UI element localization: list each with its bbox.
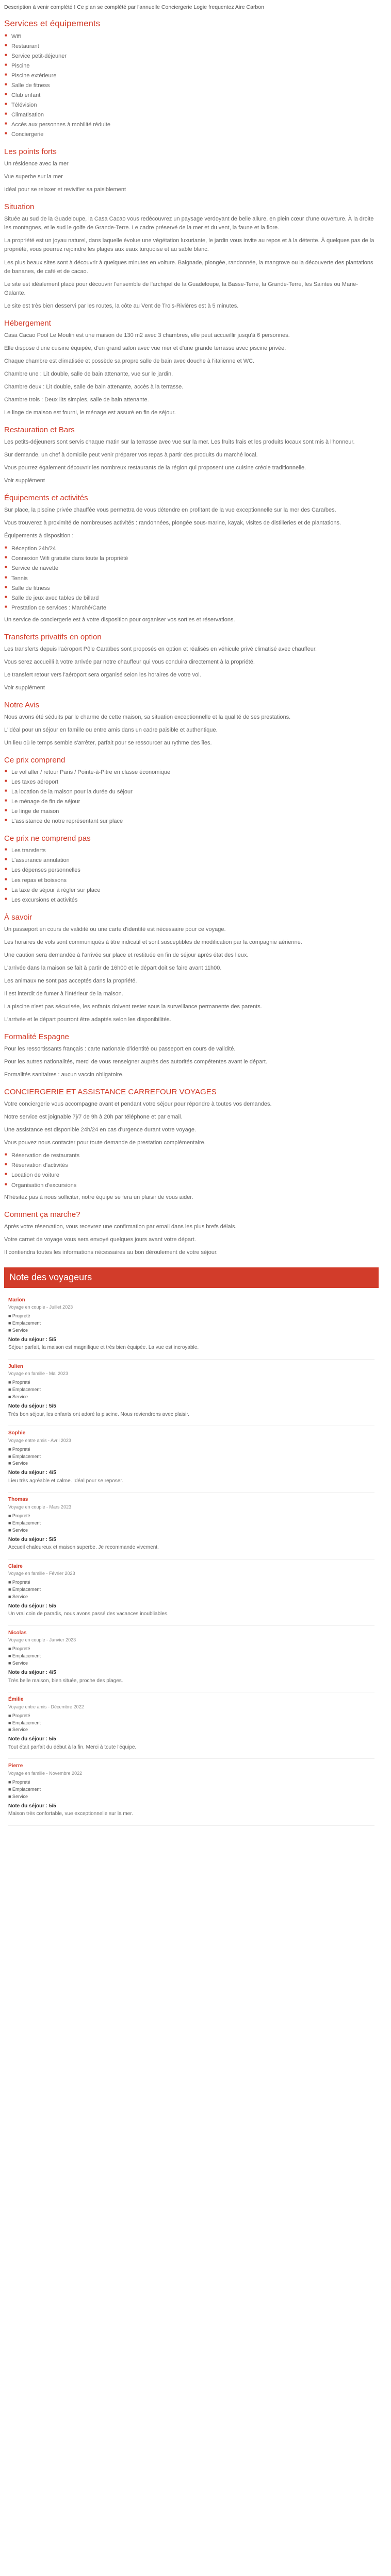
review-criteria <box>8 1713 374 1734</box>
comment-title: Comment ça marche? <box>4 1210 80 1219</box>
situation-paragraph: Les plus beaux sites sont à découvrir à quelques minutes en voiture. Baignade, plongée, randonnée, la mangrove ou la découverte des plantations de bananes, de café et de cacao. <box>4 259 373 275</box>
comment-paragraph: Votre carnet de voyage vous sera envoyé quelques jours avant votre départ. <box>4 1236 196 1243</box>
transferts-paragraph: Vous serez accueilli à votre arrivée par notre chauffeur qui vous conduira directement à la propriété. <box>4 658 255 665</box>
equipements-paragraph: Équipements à disposition : <box>4 533 74 539</box>
non-compris-list <box>4 846 379 904</box>
review-meta: Voyage entre amis - Décembre 2022 <box>8 1704 84 1709</box>
review-card <box>8 1560 374 1626</box>
review-criterion: ■ Emplacement <box>8 1653 41 1659</box>
restauration-paragraph: Les petits-déjeuners sont servis chaque matin sur la terrasse avec vue sur la mer. Les fruits frais et les produits locaux sont mis à l'honneur. <box>4 439 355 446</box>
review-card <box>8 1759 374 1825</box>
restauration-paragraph: Sur demande, un chef à domicile peut venir préparer vos repas à partir des produits du marché local. <box>4 452 258 459</box>
non-compris-item: ■ L'assurance annulation <box>11 856 379 865</box>
conciergerie-list <box>4 1151 379 1190</box>
review-criterion: ■ Emplacement <box>8 1587 41 1592</box>
conciergerie-item: ■ Réservation d'activités <box>11 1161 379 1170</box>
point-fort-line: Vue superbe sur la mer <box>4 174 63 180</box>
review-author: Marion <box>8 1297 25 1303</box>
equipement-item: ■ Tennis <box>11 574 379 583</box>
compris-item: ■ Le linge de maison <box>11 807 379 816</box>
review-criterion: ■ Emplacement <box>8 1520 41 1526</box>
review-meta: Voyage en couple - Janvier 2023 <box>8 1637 76 1643</box>
equipements-paragraph: Vous trouverez à proximité de nombreuses activités : randonnées, plongée sous-marine, kayak, visites de distilleries et de plantations. <box>4 520 341 527</box>
situation-paragraph: Le site est très bien desservi par les routes, la côte au Vent de Trois-Rivières est à 5 minutes. <box>4 302 239 309</box>
transferts-paragraph: Le transfert retour vers l'aéroport sera organisé selon les horaires de votre vol. <box>4 671 201 678</box>
review-criterion: ■ Propreté <box>8 1313 30 1319</box>
review-author: Julien <box>8 1363 23 1369</box>
savoir-paragraph: Un passeport en cours de validité ou une carte d'identité est nécessaire pour ce voyage. <box>4 926 226 933</box>
point-fort-line: Idéal pour se relaxer et revivifier sa paisiblement <box>4 187 126 193</box>
review-criterion: ■ Service <box>8 1793 28 1799</box>
review-criterion: ■ Service <box>8 1660 28 1666</box>
savoir-tail: L'arrivée et le départ pourront être adaptés selon les disponibilités. <box>4 1016 171 1023</box>
point-fort-line: Un résidence avec la mer <box>4 161 69 167</box>
review-criterion: ■ Propreté <box>8 1713 30 1718</box>
review-criterion: ■ Emplacement <box>8 1320 41 1326</box>
review-author: Émilie <box>8 1697 24 1703</box>
review-card <box>8 1493 374 1559</box>
review-score: Note du séjour : 5/5 <box>8 1403 56 1410</box>
review-score: Note du séjour : 4/5 <box>8 1470 56 1476</box>
conciergerie-tail: N'hésitez pas à nous solliciter, notre équipe se fera un plaisir de vous aider. <box>4 1194 193 1200</box>
review-text: Accueil chaleureux et maison superbe. Je recommande vivement. <box>8 1545 159 1551</box>
review-text: Tout était parfait du début à la fin. Merci à toute l'équipe. <box>8 1744 137 1750</box>
conciergerie-title: CONCIERGERIE ET ASSISTANCE CARREFOUR VOYAGES <box>4 1088 217 1097</box>
review-score: Note du séjour : 5/5 <box>8 1803 56 1809</box>
review-text: Très bon séjour, les enfants ont adoré la piscine. Nous reviendrons avec plaisir. <box>8 1411 189 1417</box>
comment-text <box>4 1223 379 1257</box>
services-list <box>4 32 379 140</box>
compris-item: ■ Les taxes aéroport <box>11 778 379 787</box>
non-compris-item: ■ Les repas et boissons <box>11 876 379 885</box>
points-forts-title: Les points forts <box>4 147 57 157</box>
hebergement-paragraph: Chambre trois : Deux lits simples, salle de bain attenante. <box>4 396 149 403</box>
equipements-list <box>4 545 379 612</box>
review-criterion: ■ Emplacement <box>8 1720 41 1725</box>
intro-text: Description à venir complété ! Ce plan se complété par l'annuelle Conciergerie Logie frequentez Aire Carbon <box>4 4 264 10</box>
review-card <box>8 1626 374 1692</box>
review-card <box>8 1293 374 1360</box>
savoir-title: À savoir <box>4 912 32 922</box>
savoir-paragraph: Les animaux ne sont pas acceptés dans la propriété. <box>4 977 137 984</box>
review-text: Maison très confortable, vue exceptionnelle sur la mer. <box>8 1811 133 1817</box>
review-author: Thomas <box>8 1497 28 1503</box>
service-item: ■ Climatisation <box>11 111 379 120</box>
service-item: ■ Service petit-déjeuner <box>11 52 379 61</box>
review-criterion: ■ Emplacement <box>8 1387 41 1393</box>
conciergerie-paragraph: Notre service est joignable 7j/7 de 9h à 20h par téléphone et par email. <box>4 1114 183 1121</box>
review-criteria <box>8 1379 374 1401</box>
comment-paragraph: Il contiendra toutes les informations nécessaires au bon déroulement de votre séjour. <box>4 1249 218 1256</box>
review-card <box>8 1692 374 1759</box>
notre-avis-text <box>4 713 379 748</box>
review-text: Très belle maison, bien située, proche des plages. <box>8 1677 123 1684</box>
review-criteria <box>8 1513 374 1534</box>
review-score: Note du séjour : 5/5 <box>8 1336 56 1343</box>
compris-item: ■ L'assistance de notre représentant sur place <box>11 817 379 826</box>
formalites-title: Formalité Espagne <box>4 1032 69 1042</box>
formalites-tail: Formalités sanitaires : aucun vaccin obligatoire. <box>4 1072 124 1078</box>
review-meta: Voyage entre amis - Avril 2023 <box>8 1437 71 1443</box>
restauration-text <box>4 438 379 472</box>
compris-title: Ce prix comprend <box>4 756 66 765</box>
conciergerie-paragraph: Votre conciergerie vous accompagne avant et pendant votre séjour pour répondre à toutes vos demandes. <box>4 1101 272 1108</box>
hebergement-paragraph: Chambre une : Lit double, salle de bain attenante, vue sur le jardin. <box>4 370 173 377</box>
service-item: ■ Restaurant <box>11 42 379 51</box>
review-meta: Voyage en couple - Mars 2023 <box>8 1504 72 1510</box>
equipement-item: ■ Salle de jeux avec tables de billard <box>11 594 379 603</box>
compris-item: ■ Le ménage de fin de séjour <box>11 798 379 806</box>
review-score: Note du séjour : 5/5 <box>8 1736 56 1742</box>
restauration-extra: Voir supplément <box>4 478 45 484</box>
review-meta: Voyage en famille - Mai 2023 <box>8 1371 69 1377</box>
conciergerie-text <box>4 1100 379 1147</box>
review-criterion: ■ Emplacement <box>8 1453 41 1459</box>
review-criterion: ■ Propreté <box>8 1380 30 1385</box>
review-card <box>8 1360 374 1426</box>
review-criterion: ■ Service <box>8 1327 28 1333</box>
review-author: Sophie <box>8 1430 26 1436</box>
review-meta: Voyage en couple - Juillet 2023 <box>8 1304 73 1310</box>
hebergement-paragraph: Elle dispose d'une cuisine équipée, d'un grand salon avec vue mer et d'une grande terrasse avec piscine privée. <box>4 345 286 351</box>
equipement-item: ■ Réception 24h/24 <box>11 545 379 553</box>
hebergement-title: Hébergement <box>4 318 51 328</box>
compris-item: ■ Le vol aller / retour Paris / Pointe-à-Pitre en classe économique <box>11 768 379 777</box>
notre-avis-paragraph: Un lieu où le temps semble s'arrêter, parfait pour se ressourcer au rythme des îles. <box>4 740 212 747</box>
hebergement-text <box>4 331 379 417</box>
service-item: ■ Piscine <box>11 62 379 71</box>
savoir-paragraph: La piscine n'est pas sécurisée, les enfants doivent rester sous la surveillance permanente des parents. <box>4 1003 262 1010</box>
hebergement-paragraph: Chaque chambre est climatisée et possède sa propre salle de bain avec douche à l'italienne et WC. <box>4 358 255 364</box>
equipements-after: Un service de conciergerie est à votre disposition pour organiser vos sorties et réservations. <box>4 616 235 623</box>
savoir-paragraph: Une caution sera demandée à l'arrivée sur place et restituée en fin de séjour après état des lieux. <box>4 952 249 958</box>
review-criterion: ■ Service <box>8 1594 28 1599</box>
review-criterion: ■ Propreté <box>8 1779 30 1785</box>
transferts-title: Transferts privatifs en option <box>4 632 102 641</box>
review-criterion: ■ Propreté <box>8 1446 30 1452</box>
review-criterion: ■ Service <box>8 1394 28 1400</box>
transferts-paragraph: Les transferts depuis l'aéroport Pôle Caraïbes sont proposés en option et réalisés en véhicule privé climatisé avec chauffeur. <box>4 646 317 652</box>
compris-list <box>4 768 379 826</box>
savoir-paragraph: L'arrivée dans la maison se fait à partir de 16h00 et le départ doit se faire avant 11h00. <box>4 964 222 971</box>
non-compris-item: ■ La taxe de séjour à régler sur place <box>11 886 379 895</box>
notes-heading: Note des voyageurs <box>4 1267 379 1288</box>
review-author: Claire <box>8 1563 23 1569</box>
services-title: Services et équipements <box>4 19 101 29</box>
points-forts <box>4 160 379 194</box>
notre-avis-paragraph: Nous avons été séduits par le charme de cette maison, sa situation exceptionnelle et la qualité de ses prestations. <box>4 714 291 720</box>
review-criterion: ■ Propreté <box>8 1646 30 1652</box>
review-criterion: ■ Propreté <box>8 1513 30 1518</box>
service-item: ■ Conciergerie <box>11 130 379 139</box>
review-author: Pierre <box>8 1763 23 1769</box>
situation-paragraph: Située au sud de la Guadeloupe, la Casa Cacao vous redécouvrez un paysage verdoyant de belle allure, en plein cœur d'une ouverture. À la droite les montagnes, et le sud le golfe de Grande-Terre. Le cadre préservé de la mer et du vent, la faune et la flore. <box>4 216 374 231</box>
review-score: Note du séjour : 4/5 <box>8 1670 56 1676</box>
review-text: Lieu très agréable et calme. Idéal pour se reposer. <box>8 1478 123 1484</box>
service-item: ■ Salle de fitness <box>11 81 379 90</box>
notre-avis-paragraph: L'idéal pour un séjour en famille ou entre amis dans un cadre paisible et authentique. <box>4 727 218 733</box>
conciergerie-paragraph: Vous pouvez nous contacter pour toute demande de prestation complémentaire. <box>4 1140 206 1146</box>
compris-item: ■ La location de la maison pour la durée du séjour <box>11 788 379 796</box>
conciergerie-item: ■ Organisation d'excursions <box>11 1181 379 1190</box>
situation-paragraph: La propriété est un joyau naturel, dans laquelle évolue une végétation luxuriante, le jardin vous invite au repos et à la détente. À quelques pas de la propriété, vous pourrez rejoindre les plages aux eaux turquoise et au sable blanc. <box>4 238 374 253</box>
non-compris-item: ■ Les transferts <box>11 846 379 855</box>
review-criteria <box>8 1779 374 1801</box>
reviews-list <box>4 1293 379 1826</box>
situation-title: Situation <box>4 202 35 212</box>
notre-avis-title: Notre Avis <box>4 700 40 709</box>
service-item: ■ Télévision <box>11 101 379 110</box>
formalites-paragraph: Pour les ressortissants français : carte nationale d'identité ou passeport en cours de validité. <box>4 1046 236 1053</box>
savoir-text <box>4 925 379 1011</box>
equipement-item: ■ Salle de fitness <box>11 584 379 593</box>
service-item: ■ Piscine extérieure <box>11 72 379 80</box>
comment-paragraph: Après votre réservation, vous recevrez une confirmation par email dans les plus brefs délais. <box>4 1223 237 1230</box>
review-criterion: ■ Service <box>8 1527 28 1533</box>
review-criterion: ■ Emplacement <box>8 1786 41 1792</box>
equipement-item: ■ Prestation de services : Marché/Carte <box>11 604 379 613</box>
restauration-title: Restauration et Bars <box>4 426 75 435</box>
hebergement-paragraph: Le linge de maison est fourni, le ménage est assuré en fin de séjour. <box>4 410 176 416</box>
equipements-text <box>4 506 379 540</box>
savoir-paragraph: Les horaires de vols sont communiqués à titre indicatif et sont susceptibles de modification par la compagnie aérienne. <box>4 939 302 945</box>
service-item: ■ Accès aux personnes à mobilité réduite <box>11 121 379 129</box>
non-compris-item: ■ Les excursions et activités <box>11 896 379 905</box>
review-score: Note du séjour : 5/5 <box>8 1536 56 1543</box>
non-compris-title: Ce prix ne comprend pas <box>4 834 91 843</box>
formalites-text <box>4 1045 379 1066</box>
savoir-paragraph: Il est interdit de fumer à l'intérieur de la maison. <box>4 990 123 997</box>
transferts-note: Voir supplément <box>4 684 45 691</box>
equipement-item: ■ Service de navette <box>11 564 379 573</box>
hebergement-paragraph: Chambre deux : Lit double, salle de bain attenante, accès à la terrasse. <box>4 383 184 390</box>
situation-paragraph: Le site est idéalement placé pour découvrir l'ensemble de l'archipel de la Guadeloupe, la Basse-Terre, la Grande-Terre, les Saintes ou Marie-Galante. <box>4 281 358 296</box>
conciergerie-paragraph: Une assistance est disponible 24h/24 en cas d'urgence durant votre voyage. <box>4 1127 197 1133</box>
review-criterion: ■ Service <box>8 1727 28 1733</box>
equipements-title: Équipements et activités <box>4 494 88 503</box>
hebergement-paragraph: Casa Cacao Pool Le Moulin est une maison de 130 m2 avec 3 chambres, elle peut accueillir jusqu'à 6 personnes. <box>4 332 290 338</box>
review-author: Nicolas <box>8 1630 27 1636</box>
review-text: Un vrai coin de paradis, nous avons passé des vacances inoubliables. <box>8 1611 169 1617</box>
equipements-paragraph: Sur place, la piscine privée chauffée vous permettra de vous détendre en profitant de la vue exceptionnelle sur la mer des Caraïbes. <box>4 507 336 514</box>
transferts-text <box>4 645 379 680</box>
review-criteria <box>8 1446 374 1468</box>
conciergerie-item: ■ Réservation de restaurants <box>11 1151 379 1160</box>
review-text: Séjour parfait, la maison est magnifique et très bien équipée. La vue est incroyable. <box>8 1345 199 1351</box>
restauration-paragraph: Vous pourrez également découvrir les nombreux restaurants de la région qui proposent une cuisine créole traditionnelle. <box>4 465 306 471</box>
review-meta: Voyage en famille - Février 2023 <box>8 1571 75 1577</box>
review-criteria <box>8 1313 374 1334</box>
review-card <box>8 1426 374 1493</box>
conciergerie-item: ■ Location de voiture <box>11 1171 379 1180</box>
situation-text <box>4 215 379 310</box>
equipement-item: ■ Connexion Wifi gratuite dans toute la propriété <box>11 554 379 563</box>
review-criterion: ■ Service <box>8 1461 28 1466</box>
review-criteria <box>8 1646 374 1667</box>
formalites-paragraph: Pour les autres nationalités, merci de vous renseigner auprès des autorités compétentes avant le départ. <box>4 1059 267 1065</box>
review-criteria <box>8 1579 374 1601</box>
non-compris-item: ■ Les dépenses personnelles <box>11 866 379 875</box>
review-meta: Voyage en famille - Novembre 2022 <box>8 1770 83 1776</box>
review-criterion: ■ Propreté <box>8 1580 30 1585</box>
service-item: ■ Wifi <box>11 32 379 41</box>
service-item: ■ Club enfant <box>11 91 379 100</box>
review-score: Note du séjour : 5/5 <box>8 1603 56 1609</box>
